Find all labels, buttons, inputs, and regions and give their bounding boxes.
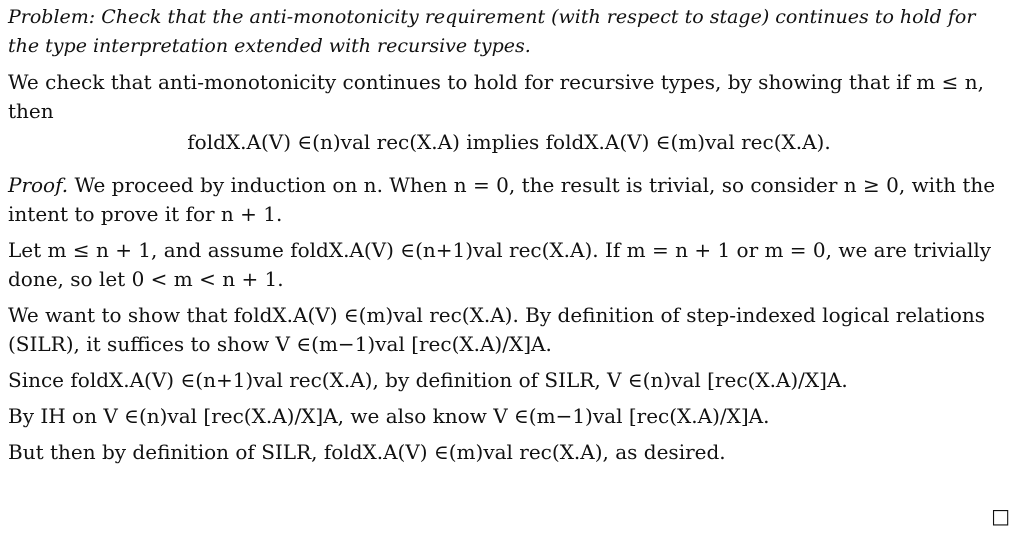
proof-paragraph-5: By IH on V ∈(n)val [rec(X.A)/X]A, we also know V ∈(m−1)val [rec(X.A)/X]A. [8, 404, 770, 428]
proof-paragraph-6: But then by definition of SILR, foldX.A(V) ∈(m)val rec(X.A), as desired. [8, 440, 726, 464]
qed-symbol: □ [991, 504, 1010, 528]
problem-statement: Problem: Check that the anti-monotonicity requirement (with respect to stage) continues to hold for the type interpretation extended with recursive types. [8, 6, 976, 57]
intro-paragraph: We check that anti-monotonicity continues to hold for recursive types, by showing that if m ≤ n, then [8, 70, 984, 123]
proof-paragraph-2: Let m ≤ n + 1, and assume foldX.A(V) ∈(n+1)val rec(X.A). If m = n + 1 or m = 0, we are trivially done, so let 0 < m < n + 1. [8, 238, 992, 291]
proof-paragraph-1 [8, 171, 1010, 229]
display-equation: foldX.A(V) ∈(n)val rec(X.A) implies foldX.A(V) ∈(m)val rec(X.A). [187, 130, 831, 154]
proof-label: Proof. [8, 173, 69, 197]
proof-paragraph-3: We want to show that foldX.A(V) ∈(m)val rec(X.A). By definition of step-indexed logical relations (SILR), it suffices to show V ∈(m−1)val [rec(X.A)/X]A. [8, 303, 986, 356]
proof-paragraph-4: Since foldX.A(V) ∈(n+1)val rec(X.A), by definition of SILR, V ∈(n)val [rec(X.A)/X]A. [8, 368, 848, 392]
proof-text-1: We proceed by induction on n. When n = 0, the result is trivial, so consider n ≥ 0, with the intent to prove it for n + 1. [8, 173, 996, 226]
